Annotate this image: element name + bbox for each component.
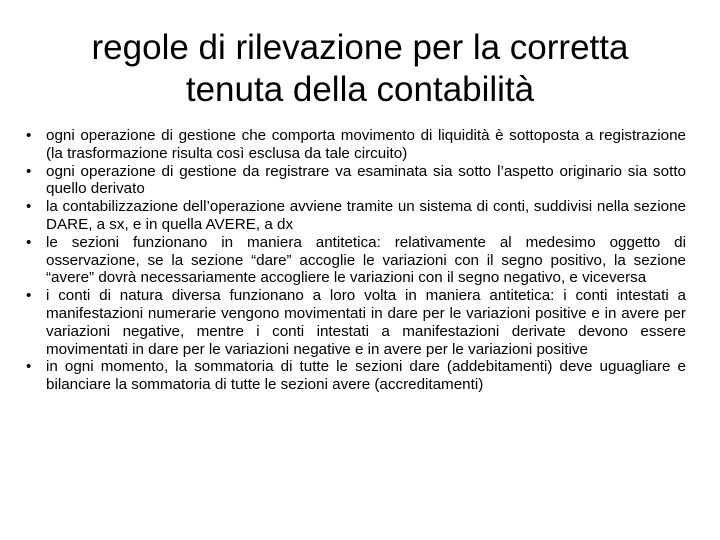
list-item xyxy=(26,287,686,358)
bullet-text: la contabilizzazione dell’operazione avviene tramite un sistema di conti, suddivisi nella sezione DARE, a sx, e in quella AVERE, a dx xyxy=(46,198,686,233)
bullet-text: ogni operazione di gestione da registrare va esaminata sia sotto l’aspetto originario sia sotto quello derivato xyxy=(46,162,686,198)
bullet-marker: • xyxy=(26,233,32,251)
list-item xyxy=(26,198,686,234)
bullet-marker: • xyxy=(26,127,32,144)
list-item xyxy=(26,358,686,394)
bullet-text: i conti di natura diversa funzionano a loro volta in maniera antitetica: i conti intestati a manifestazioni numerarie vengono movimentati in dare per le variazioni positive e in avere per variazioni negative, mentre i conti intestati a manifestazioni derivate devono essere movimentati in dare per le variazioni negative e in avere per le variazioni positive xyxy=(46,287,686,358)
bullet-marker: • xyxy=(26,287,32,305)
bullet-marker: • xyxy=(26,162,32,180)
bullet-list xyxy=(26,127,686,394)
list-item xyxy=(26,127,686,163)
bullet-text: le sezioni funzionano in maniera antitetica: relativamente al medesimo oggetto di osservazione, se la sezione “dare” accoglie le variazioni con il segno positivo, la sezione “avere” dovrà necessariamente accogliere le variazioni con il segno negativo, e viceversa xyxy=(46,233,686,287)
bullet-marker: • xyxy=(26,358,32,376)
bullet-text: in ogni momento, la sommatoria di tutte le sezioni dare (addebitamenti) deve uguagliare e bilanciare la sommatoria di tutte le sezioni avere (accreditamenti) xyxy=(46,358,686,394)
list-item xyxy=(26,234,686,287)
bullet-marker: • xyxy=(26,198,32,216)
bullet-text: ogni operazione di gestione che comporta movimento di liquidità è sottoposta a registrazione (la trasformazione risulta così esclusa da tale circuito) xyxy=(46,127,686,162)
slide-title: regole di rilevazione per la corretta tenuta della contabilità xyxy=(91,28,629,109)
list-item xyxy=(26,163,686,199)
